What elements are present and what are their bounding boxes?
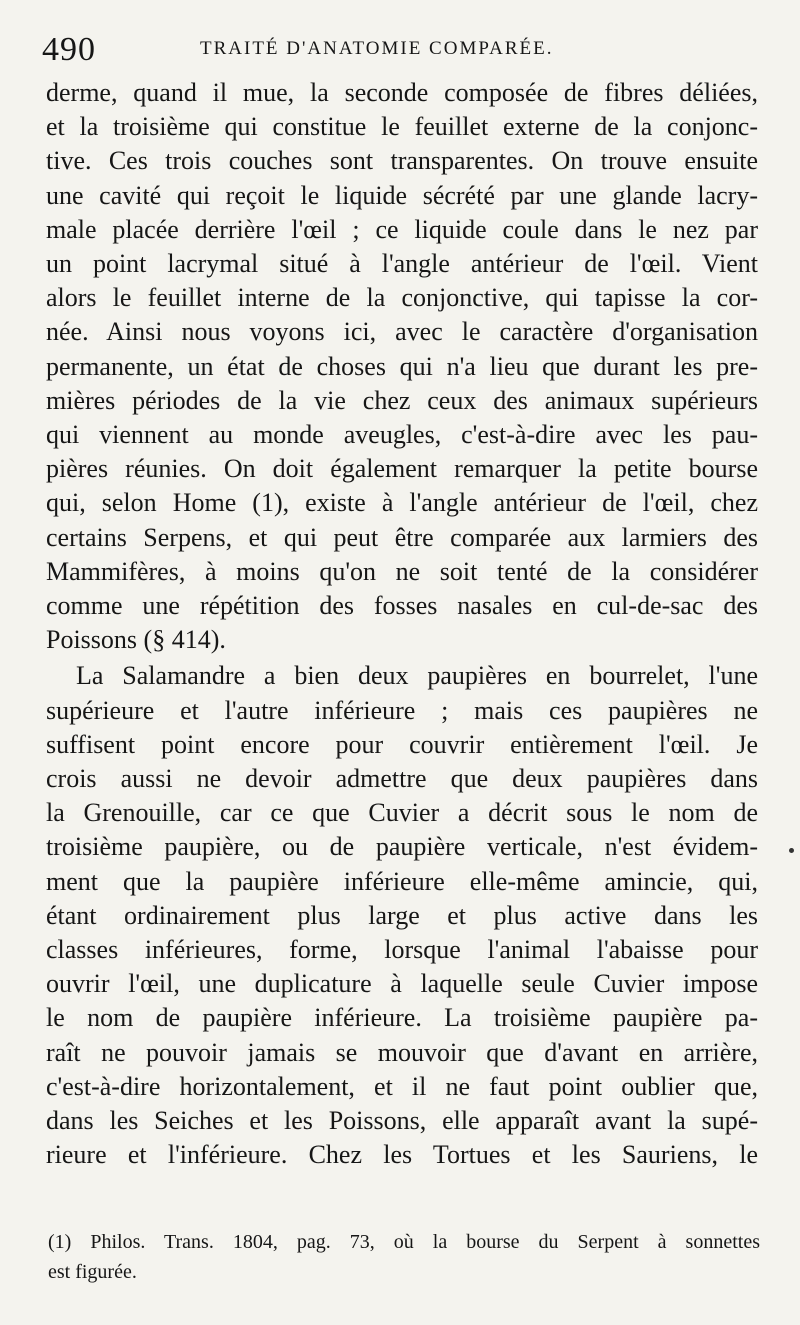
text-line: qui, selon Home (1), existe à l'angle antérieur de l'œil, chez [46, 488, 758, 518]
text-line: tive. Ces trois couches sont transparentes. On trouve ensuite [46, 146, 758, 176]
page-header [42, 30, 756, 70]
running-title: TRAITÉ D'ANATOMIE COMPARÉE. [200, 38, 554, 59]
text-line: mières périodes de la vie chez ceux des animaux supérieurs [46, 385, 758, 415]
text-line: male placée derrière l'œil ; ce liquide coule dans le nez par [46, 214, 758, 244]
text-line: une cavité qui reçoit le liquide sécrété par une glande lacry- [46, 180, 758, 210]
text-line: étant ordinairement plus large et plus active dans les [46, 900, 758, 930]
text-line: certains Serpens, et qui peut être comparée aux larmiers des [46, 522, 758, 552]
ink-speck [789, 848, 794, 853]
body-text [46, 76, 758, 1173]
text-line: un point lacrymal situé à l'angle antérieur de l'œil. Vient [46, 249, 758, 279]
text-line: et la troisième qui constitue le feuillet externe de la conjonc- [46, 112, 758, 142]
text-line: pières réunies. On doit également remarquer la petite bourse [46, 454, 758, 484]
text-line: rieure et l'inférieure. Chez les Tortues et les Sauriens, le [46, 1140, 758, 1170]
text-line: le nom de paupière inférieure. La troisième paupière pa- [46, 1003, 758, 1033]
text-line: comme une répétition des fosses nasales en cul-de-sac des [46, 591, 758, 621]
text-line: qui viennent au monde aveugles, c'est-à-dire avec les pau- [46, 420, 758, 450]
page-number: 490 [42, 31, 96, 68]
text-line: La Salamandre a bien deux paupières en bourrelet, l'une [76, 661, 758, 691]
paragraph-2 [46, 659, 758, 1172]
text-line: permanente, un état de choses qui n'a lieu que durant les pre- [46, 351, 758, 381]
text-line: classes inférieures, forme, lorsque l'animal l'abaisse pour [46, 935, 758, 965]
footnote-line: (1) Philos. Trans. 1804, pag. 73, où la bourse du Serpent à sonnettes [48, 1231, 760, 1253]
footnote-line: est figurée. [48, 1261, 137, 1283]
paragraph-1 [46, 76, 758, 657]
text-line: troisième paupière, ou de paupière verticale, n'est évidem- [46, 832, 758, 862]
text-line: née. Ainsi nous voyons ici, avec le caractère d'organisation [46, 317, 758, 347]
footnote [48, 1227, 760, 1287]
text-line: ment que la paupière inférieure elle-même amincie, qui, [46, 866, 758, 896]
text-line: Mammifères, à moins qu'on ne soit tenté de la considérer [46, 556, 758, 586]
text-line: suffisent point encore pour couvrir entièrement l'œil. Je [46, 729, 758, 759]
text-line: crois aussi ne devoir admettre que deux paupières dans [46, 764, 758, 794]
text-line: derme, quand il mue, la seconde composée de fibres déliées, [46, 78, 758, 107]
text-line: c'est-à-dire horizontalement, et il ne faut point oublier que, [46, 1071, 758, 1101]
text-line: supérieure et l'autre inférieure ; mais ces paupières ne [46, 695, 758, 725]
text-line: ouvrir l'œil, une duplicature à laquelle seule Cuvier impose [46, 969, 758, 999]
text-line: la Grenouille, car ce que Cuvier a décrit sous le nom de [46, 798, 758, 828]
text-line: dans les Seiches et les Poissons, elle apparaît avant la supé- [46, 1106, 758, 1136]
text-line: raît ne pouvoir jamais se mouvoir que d'avant en arrière, [46, 1037, 758, 1067]
text-line: alors le feuillet interne de la conjonctive, qui tapisse la cor- [46, 283, 758, 313]
text-line: Poissons (§ 414). [46, 625, 226, 655]
